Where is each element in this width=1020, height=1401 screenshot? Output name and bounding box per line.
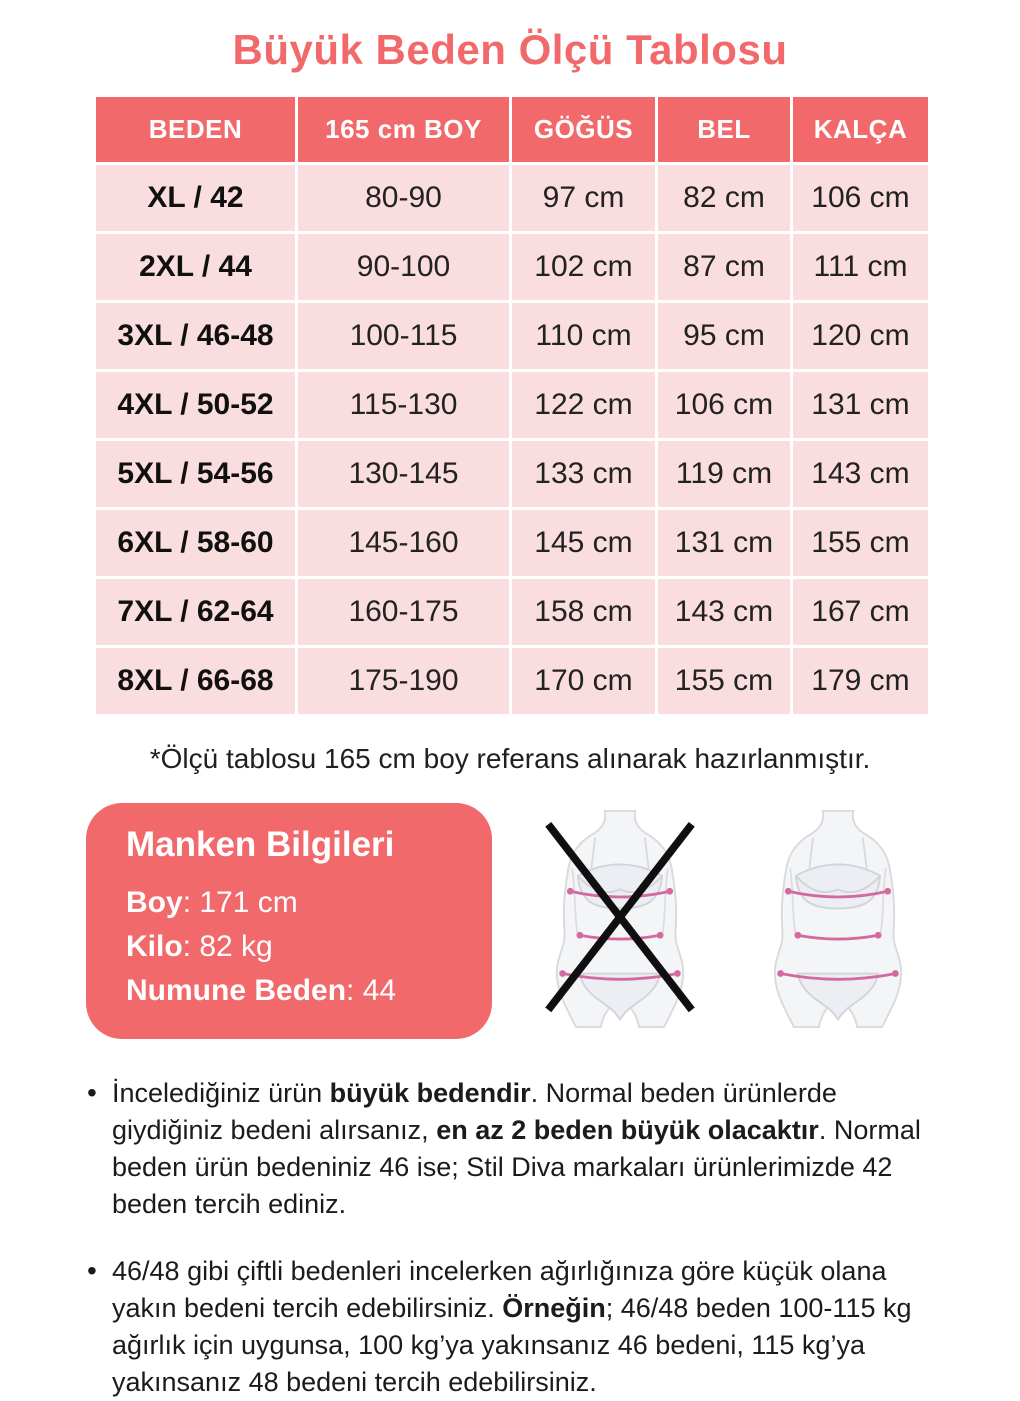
table-row xyxy=(95,233,930,302)
note-item xyxy=(85,1253,950,1401)
model-info-line xyxy=(126,969,456,1013)
value-cell: 122 cm xyxy=(511,371,657,440)
value-cell: 87 cm xyxy=(657,233,792,302)
size-cell: 4XL / 50-52 xyxy=(95,371,297,440)
model-info-line xyxy=(126,881,456,925)
size-chart-page xyxy=(0,26,1020,1397)
value-cell: 111 cm xyxy=(792,233,930,302)
wrong-measurement-figure xyxy=(540,809,700,1029)
table-row xyxy=(95,647,930,716)
value-cell: 175-190 xyxy=(297,647,511,716)
value-cell: 106 cm xyxy=(657,371,792,440)
model-info-line xyxy=(126,925,456,969)
size-cell: XL / 42 xyxy=(95,164,297,233)
crossed-body-figure-icon xyxy=(540,809,700,1029)
notes-list xyxy=(85,1075,950,1401)
size-cell: 5XL / 54-56 xyxy=(95,440,297,509)
value-cell: 90-100 xyxy=(297,233,511,302)
model-info-card xyxy=(86,803,492,1039)
table-row xyxy=(95,164,930,233)
model-info-label: Numune Beden xyxy=(126,974,347,1007)
value-cell: 143 cm xyxy=(792,440,930,509)
value-cell: 133 cm xyxy=(511,440,657,509)
note-text: İncelediğiniz ürün xyxy=(112,1078,330,1108)
value-cell: 160-175 xyxy=(297,578,511,647)
size-cell: 2XL / 44 xyxy=(95,233,297,302)
note-bold-text: büyük bedendir xyxy=(329,1078,531,1108)
body-figure-icon xyxy=(758,809,918,1029)
size-table-body xyxy=(95,164,930,716)
value-cell: 179 cm xyxy=(792,647,930,716)
value-cell: 145-160 xyxy=(297,509,511,578)
size-cell: 6XL / 58-60 xyxy=(95,509,297,578)
value-cell: 119 cm xyxy=(657,440,792,509)
correct-measurement-figure xyxy=(758,809,918,1029)
page-title: Büyük Beden Ölçü Tablosu xyxy=(232,26,788,73)
value-cell: 131 cm xyxy=(792,371,930,440)
table-row xyxy=(95,371,930,440)
value-cell: 80-90 xyxy=(297,164,511,233)
note-text: 46/48 gibi çiftli bedenleri incelerken ağırlığınıza göre küçük olana yakın bedeni tercih edebilirsiniz. xyxy=(112,1256,887,1323)
model-info-label: Boy xyxy=(126,886,183,919)
value-cell: 155 cm xyxy=(657,647,792,716)
column-header-1: 165 cm BOY xyxy=(297,96,511,164)
table-row xyxy=(95,509,930,578)
note-item xyxy=(85,1075,950,1223)
value-cell: 100-115 xyxy=(297,302,511,371)
value-cell: 120 cm xyxy=(792,302,930,371)
value-cell: 110 cm xyxy=(511,302,657,371)
note-text: . Normal beden ürün bedeniniz 46 ise; Stil Diva markaları ürünlerimizde 42 beden tercih ediniz. xyxy=(112,1115,921,1219)
value-cell: 130-145 xyxy=(297,440,511,509)
value-cell: 170 cm xyxy=(511,647,657,716)
size-table-header-row xyxy=(95,96,930,164)
column-header-4: KALÇA xyxy=(792,96,930,164)
value-cell: 95 cm xyxy=(657,302,792,371)
value-cell: 97 cm xyxy=(511,164,657,233)
value-cell: 167 cm xyxy=(792,578,930,647)
size-cell: 8XL / 66-68 xyxy=(95,647,297,716)
measurement-figures xyxy=(540,803,918,1029)
value-cell: 102 cm xyxy=(511,233,657,302)
note-text: ; 46/48 beden 100-115 kg ağırlık için uygunsa, 100 kg’ya yakınsanız 46 bedeni, 115 kg’ya yakınsanız 48 bedeni tercih edebilirsiniz. xyxy=(112,1293,912,1397)
model-info-value: : 171 cm xyxy=(182,886,298,919)
column-header-2: GÖĞÜS xyxy=(511,96,657,164)
model-section xyxy=(86,803,980,1039)
model-info-value: : 44 xyxy=(346,974,397,1007)
size-table xyxy=(93,94,931,717)
model-info-title: Manken Bilgileri xyxy=(126,825,395,864)
value-cell: 143 cm xyxy=(657,578,792,647)
value-cell: 155 cm xyxy=(792,509,930,578)
size-cell: 3XL / 46-48 xyxy=(95,302,297,371)
model-info-lines xyxy=(126,881,456,1013)
note-bold-text: Örneğin xyxy=(502,1293,606,1323)
column-header-0: BEDEN xyxy=(95,96,297,164)
column-header-3: BEL xyxy=(657,96,792,164)
table-row xyxy=(95,440,930,509)
note-bold-text: en az 2 beden büyük olacaktır xyxy=(436,1115,819,1145)
model-info-value: : 82 kg xyxy=(182,930,273,963)
value-cell: 115-130 xyxy=(297,371,511,440)
value-cell: 158 cm xyxy=(511,578,657,647)
table-row xyxy=(95,302,930,371)
value-cell: 145 cm xyxy=(511,509,657,578)
table-footnote: *Ölçü tablosu 165 cm boy referans alınarak hazırlanmıştır. xyxy=(149,743,871,774)
table-row xyxy=(95,578,930,647)
value-cell: 131 cm xyxy=(657,509,792,578)
value-cell: 82 cm xyxy=(657,164,792,233)
value-cell: 106 cm xyxy=(792,164,930,233)
size-cell: 7XL / 62-64 xyxy=(95,578,297,647)
note-text: . Normal beden ürünlerde giydiğiniz bedeni alırsanız, xyxy=(112,1078,837,1145)
model-info-label: Kilo xyxy=(126,930,183,963)
